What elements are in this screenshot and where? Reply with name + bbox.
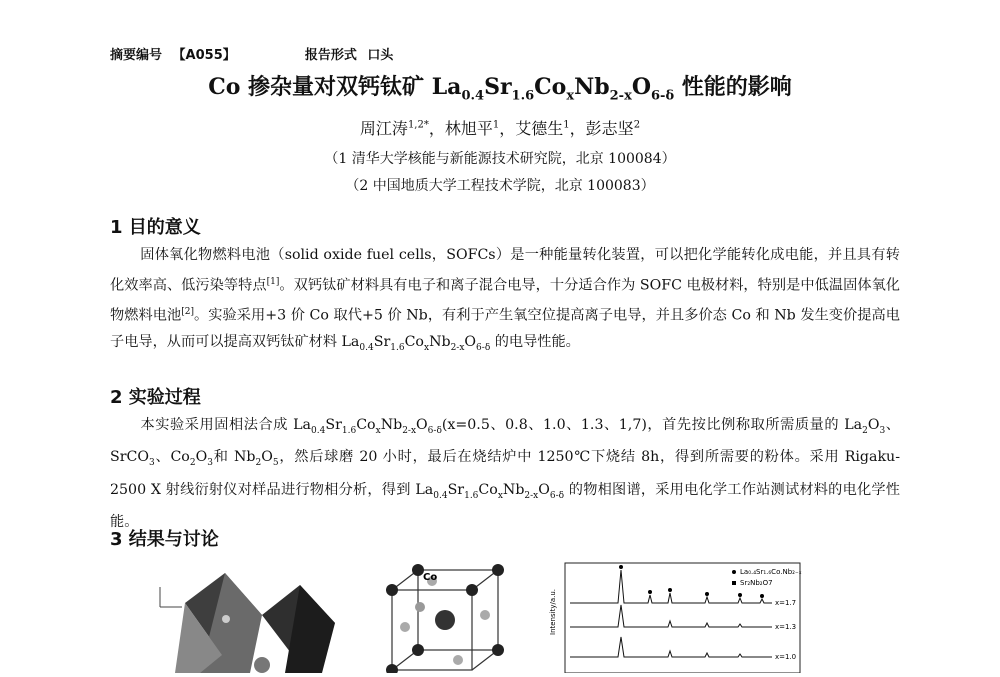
author-list: 周江涛$^{1,2*}$，林旭平$^1$，艾德生$^1$，彭志坚$^2$ [359, 119, 641, 138]
xrd-yaxis-label: Intensity/a.u. [549, 588, 557, 635]
xrd-plot [549, 563, 802, 673]
unit-cell-image [386, 564, 504, 673]
section-heading-experiment: 2 实验过程 [110, 387, 201, 408]
xrd-label-x13: x=1.3 [775, 623, 797, 631]
report-form: 口头 [367, 48, 394, 63]
figure-row [0, 555, 1000, 673]
paragraph-purpose: 固体氧化物燃料电池（solid oxide fuel cells，SOFCs）是一种能量转化装置，可以把化学能转化成电能，并且具有转化效率高、低污染等特点[1]。双钙钛矿材料具有电子和离子混合电导，十分适合作为 SOFC 电极材料，特别是中低温固体氧化物燃料电池[2]。实验采用+3 价 Co 取代+5 价 Nb，有利于产生氧空位提高离子电导，并且多价态 Co 和 Nb 发生变价提高电子电导，从而可以提高双钙钛矿材料 $La_{0.4}Sr_{1.6}Co_xNb_{2-x}O_{6-\delta}$ 的电导性能。 [110, 247, 900, 353]
affiliation-2: （2 中国地质大学工程技术学院，北京 100083） [345, 178, 655, 194]
header-meta [110, 44, 399, 63]
cell-co-label: Co [423, 572, 438, 583]
paragraph-experiment: 本实验采用固相法合成 $La_{0.4}Sr_{1.6}Co_xNb_{2-x}O_{6-\delta}(x=0.5$、0.8、1.0、1.3、1,7)，首先按比例称取所需质量的 $La_2O_3$、SrCO$_3$、$Co_2O_3$和 $Nb_2O_5$，然后球磨 20 小时，最后在烧结炉中 1250℃下烧结 8h，得到所需要的粉体。采用 Rigaku-2500 X 射线衍射仪对样品进行物相分析，得到 $La_{0.4}Sr_{1.6}Co_xNb_{2-x}O_{6-\delta}$ 的物相图谱，采用电化学工作站测试材料的电化学性能。 [110, 417, 900, 530]
abstract-no: 【A055】 [172, 48, 236, 63]
xrd-trace-x13 [570, 605, 772, 627]
xrd-legend-2: Sr₂Nb₂O7 [740, 579, 773, 587]
xrd-legend-1: La₀.₄Sr₁.₆Co.Nb₂₋ₓ [740, 568, 802, 576]
xrd-trace-x10 [570, 637, 772, 657]
xrd-label-x17: x=1.7 [775, 599, 797, 607]
section-heading-purpose: 1 目的意义 [110, 217, 201, 238]
abstract-no-label: 摘要编号 [110, 48, 163, 63]
paper-title: Co 掺杂量对双钙钛矿 $La_{0.4}Sr_{1.6}Co_xNb_{2-x}O_{6-\delta}$ 性能的影响 [208, 74, 792, 104]
report-form-label: 报告形式 [304, 48, 357, 63]
xrd-label-x10: x=1.0 [775, 653, 797, 661]
section-heading-results: 3 结果与讨论 [110, 529, 219, 550]
figure-panels [0, 555, 1000, 673]
octahedra-structure-image [160, 573, 335, 673]
affiliation-1: （1 清华大学核能与新能源技术研究院，北京 100084） [324, 151, 676, 167]
